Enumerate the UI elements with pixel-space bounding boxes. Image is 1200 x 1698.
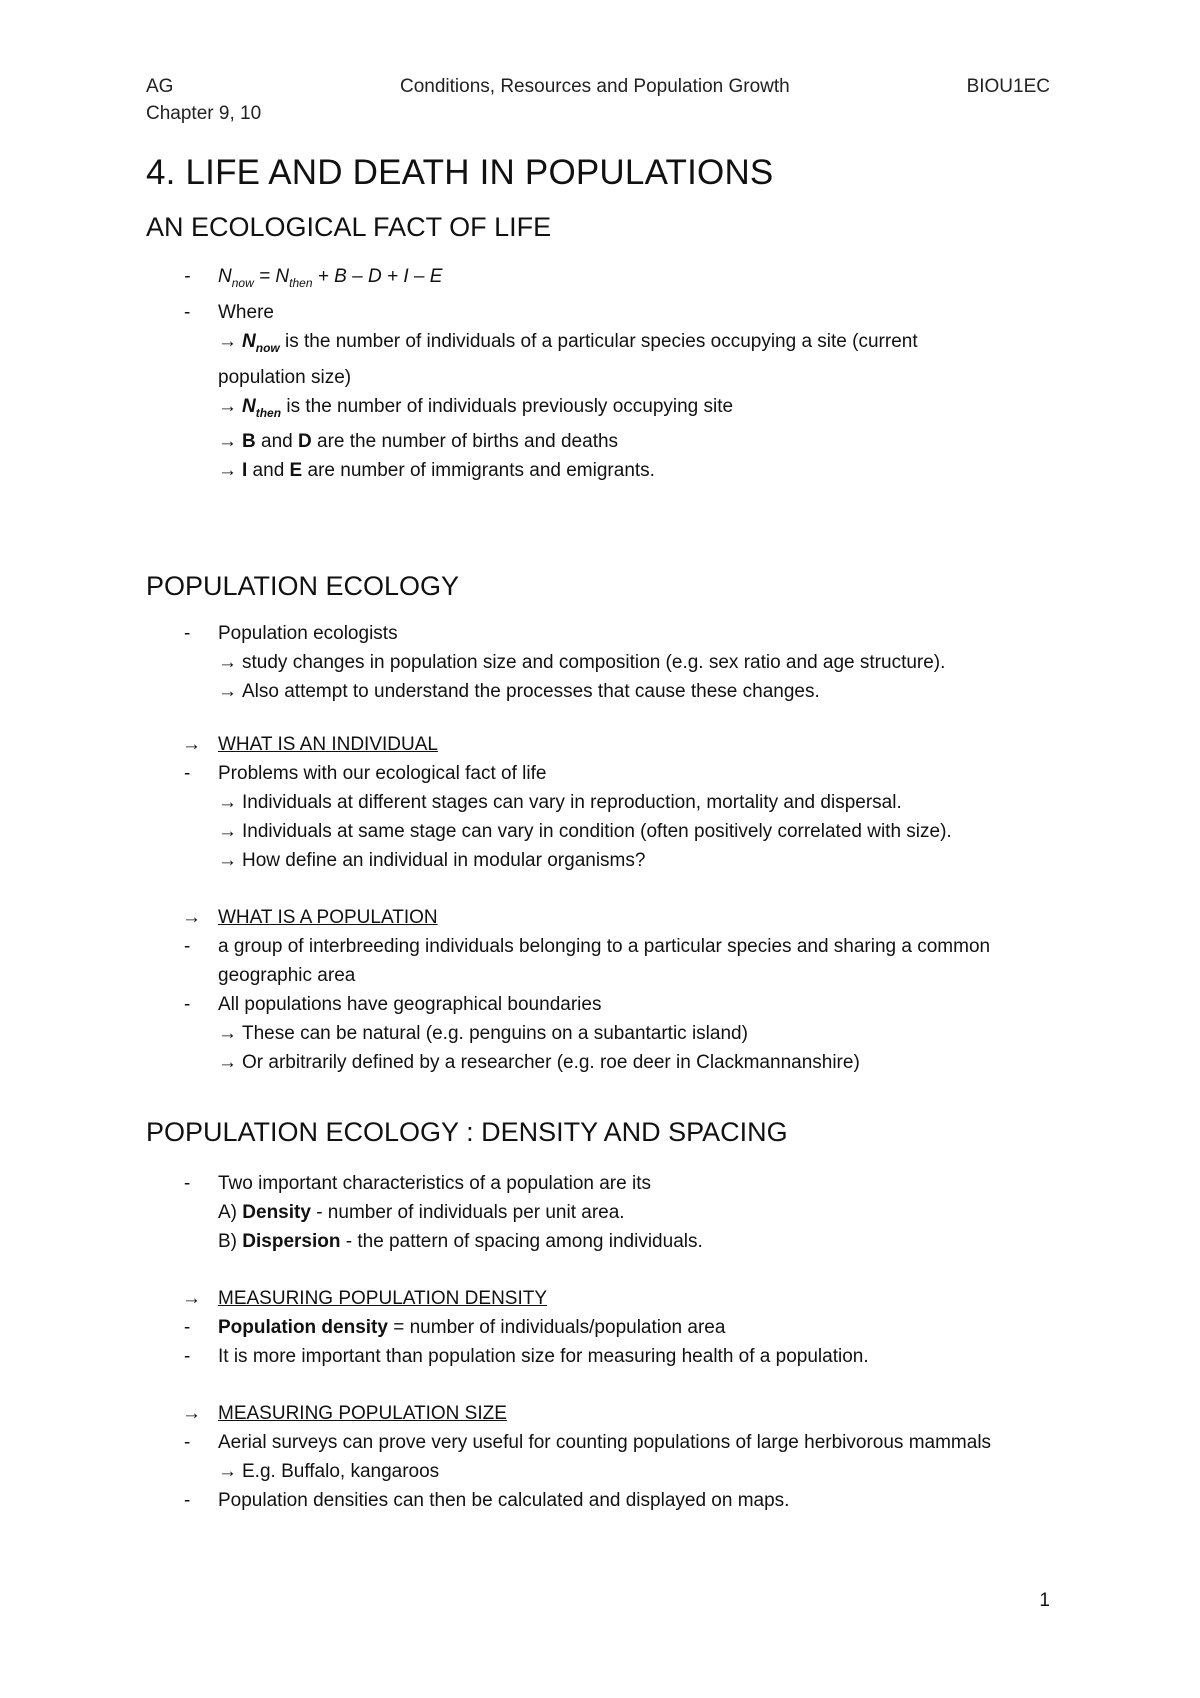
list-item: - Population density = number of individuals/population area <box>184 1317 726 1339</box>
right-arrow-icon: → <box>218 460 237 482</box>
list-subitem: → I and E are number of immigrants and emigrants. <box>146 456 1066 485</box>
arrow-icon: → <box>182 1403 201 1425</box>
list-subitem: → study changes in population size and composition (e.g. sex ratio and age structure). <box>146 648 1066 677</box>
list-item: - All populations have geographical boundaries <box>184 994 602 1016</box>
right-arrow-icon: → <box>218 330 237 352</box>
page-number: 1 <box>1039 1590 1050 1611</box>
list-subitem-continuation: population size) <box>218 366 352 388</box>
right-arrow-icon: → <box>218 1461 237 1483</box>
section-heading-population-ecology: POPULATION ECOLOGY <box>146 571 460 602</box>
equation-line: - $N_{now} = N_{then} + B - D + I - E$ <box>146 262 1066 298</box>
list-subitem: A) Density - number of individuals per unit area. <box>218 1202 625 1224</box>
list-subitem: → Also attempt to understand the processes that cause these changes. <box>146 677 1066 706</box>
list-subitem: → $N_{then}$ is the number of individuals previously occupying site <box>146 392 1066 428</box>
subheading-measuring-size: → MEASURING POPULATION SIZE <box>146 1399 1066 1428</box>
header-chapter: Chapter 9, 10 <box>146 103 262 124</box>
right-arrow-icon: → <box>218 681 237 703</box>
list-item: - Population densities can then be calculated and displayed on maps. <box>184 1490 790 1512</box>
section-density-spacing <box>146 1169 1066 1515</box>
list-subitem: → E.g. Buffalo, kangaroos <box>146 1457 1066 1486</box>
list-item: - Two important characteristics of a population are its <box>184 1173 651 1195</box>
right-arrow-icon: → <box>218 850 237 872</box>
list-item: - Aerial surveys can prove very useful for counting populations of large herbivorous mammals <box>184 1432 992 1454</box>
section-heading-density-spacing: POPULATION ECOLOGY : DENSITY AND SPACING <box>146 1117 788 1148</box>
section-heading-ecological-fact: AN ECOLOGICAL FACT OF LIFE <box>146 212 552 242</box>
list-item: - a group of interbreeding individuals belonging to a particular species and sharing a common <box>184 936 991 958</box>
list-item: - Where <box>184 301 274 323</box>
subheading-measuring-density: → MEASURING POPULATION DENSITY <box>146 1284 1066 1313</box>
right-arrow-icon: → <box>218 1052 237 1074</box>
list-subitem: → B and D are the number of births and deaths <box>146 427 1066 456</box>
list-subitem: → These can be natural (e.g. penguins on a subantartic island) <box>146 1019 1066 1048</box>
list-subitem: B) Dispersion - the pattern of spacing among individuals. <box>218 1231 703 1253</box>
right-arrow-icon: → <box>218 792 237 814</box>
arrow-icon: → <box>182 1288 201 1310</box>
section-population-ecology <box>146 619 1066 1077</box>
list-subitem: → How define an individual in modular organisms? <box>146 846 1066 875</box>
arrow-icon: → <box>182 734 201 756</box>
subheading-population: → WHAT IS A POPULATION <box>146 903 1066 932</box>
list-subitem: → Individuals at different stages can vary in reproduction, mortality and dispersal. <box>146 788 1066 817</box>
right-arrow-icon: → <box>218 431 237 453</box>
list-subitem: → $N_{now}$ is the number of individuals of a particular species occupying a site (current <box>146 327 1066 363</box>
right-arrow-icon: → <box>218 652 237 674</box>
header-course-code: BIOU1EC <box>966 76 1050 97</box>
header-initials: AG <box>146 76 174 97</box>
list-item-continuation: geographic area <box>218 965 356 987</box>
list-item: - It is more important than population size for measuring health of a population. <box>184 1346 869 1368</box>
subheading-individual: → WHAT IS AN INDIVIDUAL <box>146 730 1066 759</box>
list-item: - Problems with our ecological fact of life <box>184 763 547 785</box>
bullet-dash: - <box>184 266 191 287</box>
page-title: 4. LIFE AND DEATH IN POPULATIONS <box>146 153 774 192</box>
section-ecological-fact <box>146 262 1066 485</box>
header-title: Conditions, Resources and Population Growth <box>400 76 790 97</box>
arrow-icon: → <box>182 907 201 929</box>
right-arrow-icon: → <box>218 1023 237 1045</box>
right-arrow-icon: → <box>218 395 237 417</box>
list-item: - Population ecologists <box>184 623 398 645</box>
right-arrow-icon: → <box>218 821 237 843</box>
list-subitem: → Individuals at same stage can vary in condition (often positively correlated with size). <box>146 817 1066 846</box>
list-subitem: → Or arbitrarily defined by a researcher (e.g. roe deer in Clackmannanshire) <box>146 1048 1066 1077</box>
document-body <box>146 152 1066 1515</box>
